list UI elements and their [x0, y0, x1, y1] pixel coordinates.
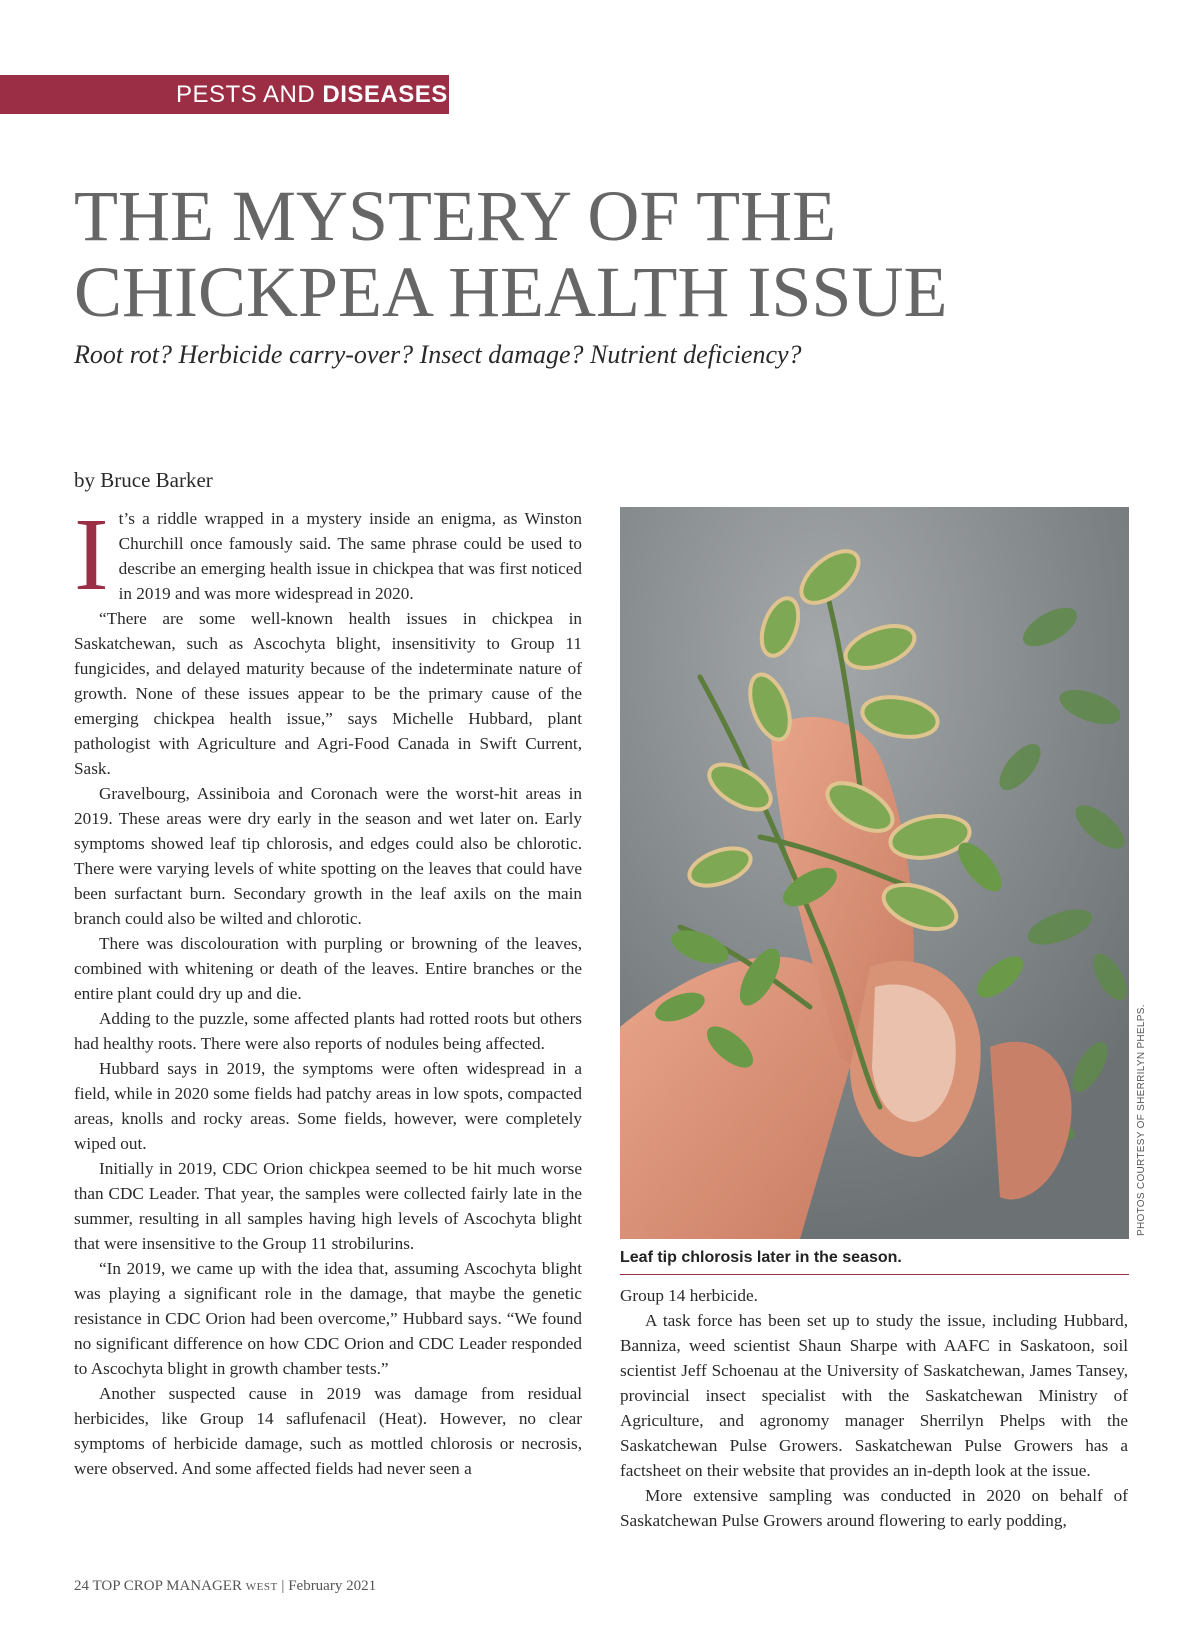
publication-edition: WEST [245, 1581, 278, 1593]
section-label [0, 75, 449, 114]
issue-date: February 2021 [288, 1578, 377, 1594]
article-paragraph: There was discolouration with purpling or browning of the leaves, combined with whitening or death of the leaves. Entire branches or the entire plant could dry up and die. [74, 934, 582, 1003]
article-headline [74, 178, 1134, 330]
article-paragraph: “There are some well-known health issues in chickpea in Saskatchewan, such as Ascochyta blight, insensitivity to Group 11 fungicides, and delayed maturity because of the indeterminate nature of growth. None of these issues appear to be the primary cause of the emerging chickpea health issue,” says Michelle Hubbard, plant pathologist with Agriculture and Agri-Food Canada in Swift Current, Sask. [74, 609, 582, 778]
section-label-light: PESTS AND [176, 81, 323, 108]
headline-line-2: CHICKPEA HEALTH ISSUE [74, 252, 948, 332]
article-paragraph: Group 14 herbicide. [620, 1286, 758, 1305]
section-label-bold: DISEASES [322, 81, 448, 108]
chickpea-leaf-photo [620, 507, 1129, 1239]
paragraph-text: t’s a riddle wrapped in a mystery inside an enigma, as Winston Churchill once famously said. The same phrase could be used to describe an emerging health issue in chickpea that was first noticed in 2019 and was more widespread in 2020. [118, 509, 582, 603]
article-deck: Root rot? Herbicide carry-over? Insect damage? Nutrient deficiency? [74, 340, 802, 369]
article-column-right [620, 1283, 1128, 1533]
article-paragraph: “In 2019, we came up with the idea that, assuming Ascochyta blight was playing a significant role in the damage, that maybe the genetic resistance in CDC Orion had been overcome,” Hubbard says. “We found no significant difference on how CDC Orion and CDC Leader responded to Ascochyta blight in growth chamber tests.” [74, 1259, 582, 1378]
page-footer [74, 1578, 376, 1595]
headline-line-1: THE MYSTERY OF THE [74, 176, 837, 256]
article-paragraph: Hubbard says in 2019, the symptoms were often widespread in a field, while in 2020 some fields had patchy areas in low spots, compacted areas, knolls and rocky areas. Some fields, however, were completely wiped out. [74, 1059, 582, 1153]
byline: by Bruce Barker [74, 468, 213, 492]
article-paragraph: Adding to the puzzle, some affected plants had rotted roots but others had healthy roots. There were also reports of nodules being affected. [74, 1009, 582, 1053]
leaf-illustration [620, 507, 1129, 1239]
article-paragraph: A task force has been set up to study the issue, including Hubbard, Banniza, weed scientist Shaun Sharpe with AAFC in Saskatoon, soil scientist Jeff Schoenau at the University of Saskatchewan, James Tansey, provincial insect specialist with the Saskatchewan Ministry of Agriculture, and agronomy manager Sherrilyn Phelps with the Saskatchewan Pulse Growers. Saskatchewan Pulse Growers has a factsheet on their website that provides an in-depth look at the issue. [620, 1311, 1128, 1480]
footer-separator: | [281, 1578, 285, 1594]
page-number: 24 [74, 1578, 89, 1594]
article-paragraph: Initially in 2019, CDC Orion chickpea seemed to be hit much worse than CDC Leader. That year, the samples were collected fairly late in the summer, resulting in all samples having high levels of Ascochyta blight that were insensitive to the Group 11 strobilurins. [74, 1159, 582, 1253]
article-paragraph [74, 497, 582, 612]
article-paragraph: Gravelbourg, Assiniboia and Coronach were the worst-hit areas in 2019. These areas were dry early in the season and wet later on. Early symptoms showed leaf tip chlorosis, and edges could also be chlorotic. There were varying levels of white spotting on the leaves that could have been surfactant burn. Secondary growth in the leaf axils on the main branch could also be wilted and chlorotic. [74, 784, 582, 928]
article-paragraph: More extensive sampling was conducted in 2020 on behalf of Saskatchewan Pulse Growers around flowering to early podding, [620, 1486, 1128, 1530]
article-column-left [74, 497, 582, 1481]
photo-credit: PHOTOS COURTESY OF SHERRILYN PHELPS. [1136, 1004, 1147, 1236]
article-paragraph: Another suspected cause in 2019 was damage from residual herbicides, like Group 14 saflufenacil (Heat). However, no clear symptoms of herbicide damage, such as mottled chlorosis or necrosis, were observed. And some affected fields had never seen a [74, 1384, 582, 1478]
drop-cap: I [74, 497, 109, 612]
photo-caption: Leaf tip chlorosis later in the season. [620, 1249, 1129, 1275]
publication-name: TOP CROP MANAGER [92, 1578, 242, 1594]
